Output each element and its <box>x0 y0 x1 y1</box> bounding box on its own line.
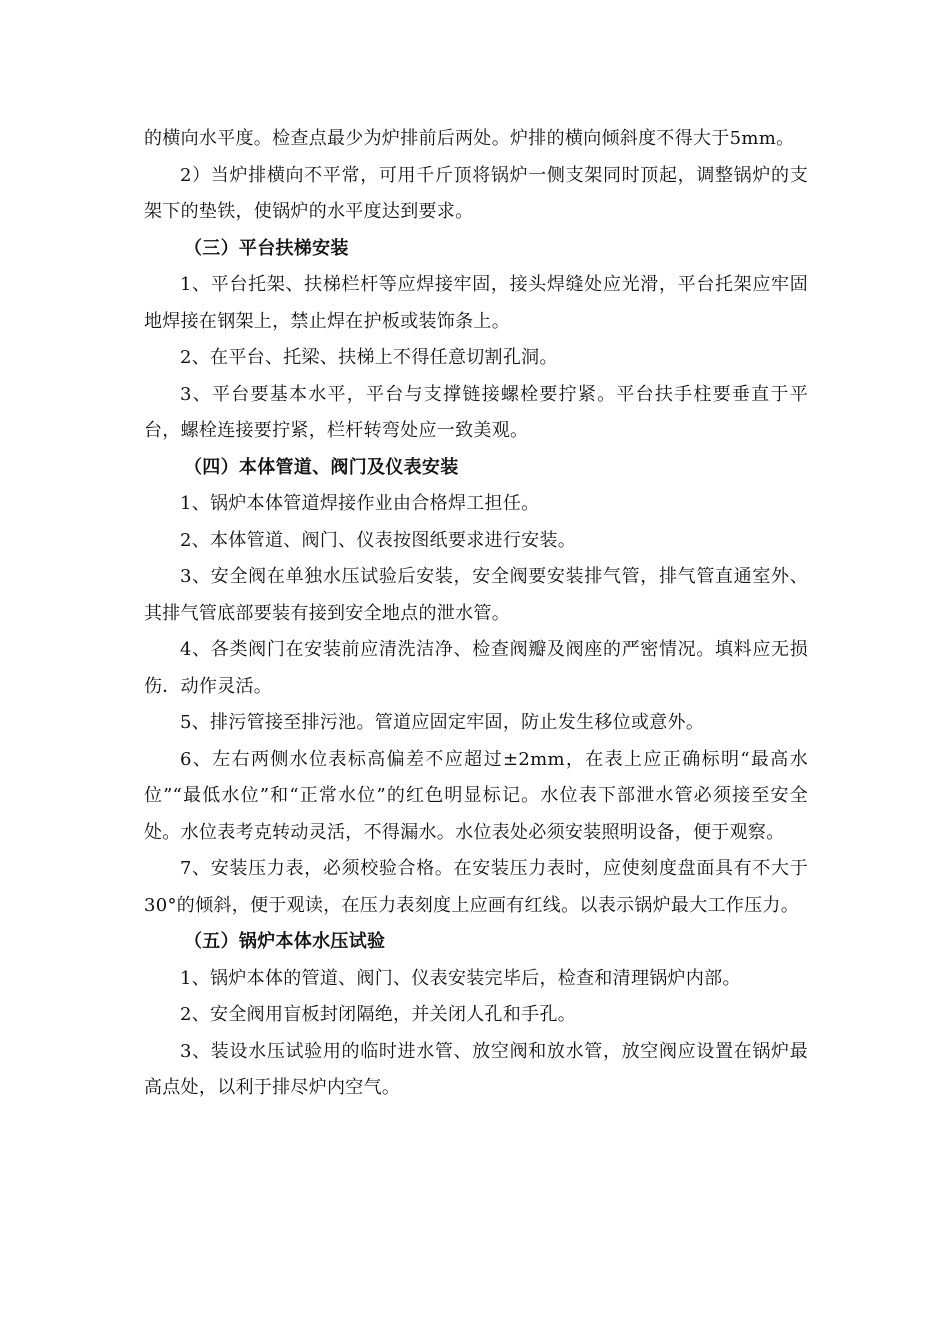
paragraph: 2）当炉排横向不平常，可用千斤顶将锅炉一侧支架同时顶起，调整锅炉的支架下的垫铁，使锅炉的水平度达到要求。 <box>144 164 808 222</box>
paragraph: 的横向水平度。检查点最少为炉排前后两处。炉排的横向倾斜度不得大于5mm。 <box>144 128 795 149</box>
paragraph: 6、左右两侧水位表标高偏差不应超过±2mm，在表上应正确标明“最高水位”“最低水位”和“正常水位”的红色明显标记。水位表下部泄水管必须接至安全处。水位表考克转动灵活，不得漏水。水位表处必须安装照明设备，便于观察。 <box>144 748 808 843</box>
paragraph: 1、锅炉本体管道焊接作业由合格焊工担任。 <box>180 493 540 514</box>
paragraph: 4、各类阀门在安装前应清洗洁净、检查阀瓣及阀座的严密情况。填料应无损伤．动作灵活。 <box>144 639 808 697</box>
paragraph: 2、安全阀用盲板封闭隔绝，并关闭人孔和手孔。 <box>180 1004 577 1025</box>
paragraph: 5、排污管接至排污池。管道应固定牢固，防止发生移位或意外。 <box>180 712 705 733</box>
paragraph: 3、装设水压试验用的临时进水管、放空阀和放水管，放空阀应设置在锅炉最高点处，以利于排尽炉内空气。 <box>144 1040 808 1098</box>
paragraph: 7、安装压力表，必须校验合格。在安装压力表时，应使刻度盘面具有不大于30°的倾斜，便于观读，在压力表刻度上应画有红线。以表示锅炉最大工作压力。 <box>144 858 808 916</box>
paragraph: 3、平台要基本水平，平台与支撑链接螺栓要拧紧。平台扶手柱要垂直于平台，螺栓连接要拧紧，栏杆转弯处应一致美观。 <box>144 383 808 441</box>
section-heading: （三）平台扶梯安装 <box>184 237 349 259</box>
document-body <box>144 121 808 1107</box>
section-heading: （四）本体管道、阀门及仪表安装 <box>184 456 459 478</box>
section-heading: （五）锅炉本体水压试验 <box>184 931 386 952</box>
paragraph: 1、平台托架、扶梯栏杆等应焊接牢固，接头焊缝处应光滑，平台托架应牢固地焊接在钢架上，禁止焊在护板或装饰条上。 <box>144 274 808 332</box>
paragraph: 1、锅炉本体的管道、阀门、仪表安装完毕后，检查和清理锅炉内部。 <box>180 967 741 989</box>
paragraph: 3、安全阀在单独水压试验后安装，安全阀要安装排气管，排气管直通室外、其排气管底部要装有接到安全地点的泄水管。 <box>144 566 808 624</box>
paragraph: 2、本体管道、阀门、仪表按图纸要求进行安装。 <box>180 529 577 551</box>
paragraph: 2、在平台、托梁、扶梯上不得任意切割孔洞。 <box>180 347 558 368</box>
